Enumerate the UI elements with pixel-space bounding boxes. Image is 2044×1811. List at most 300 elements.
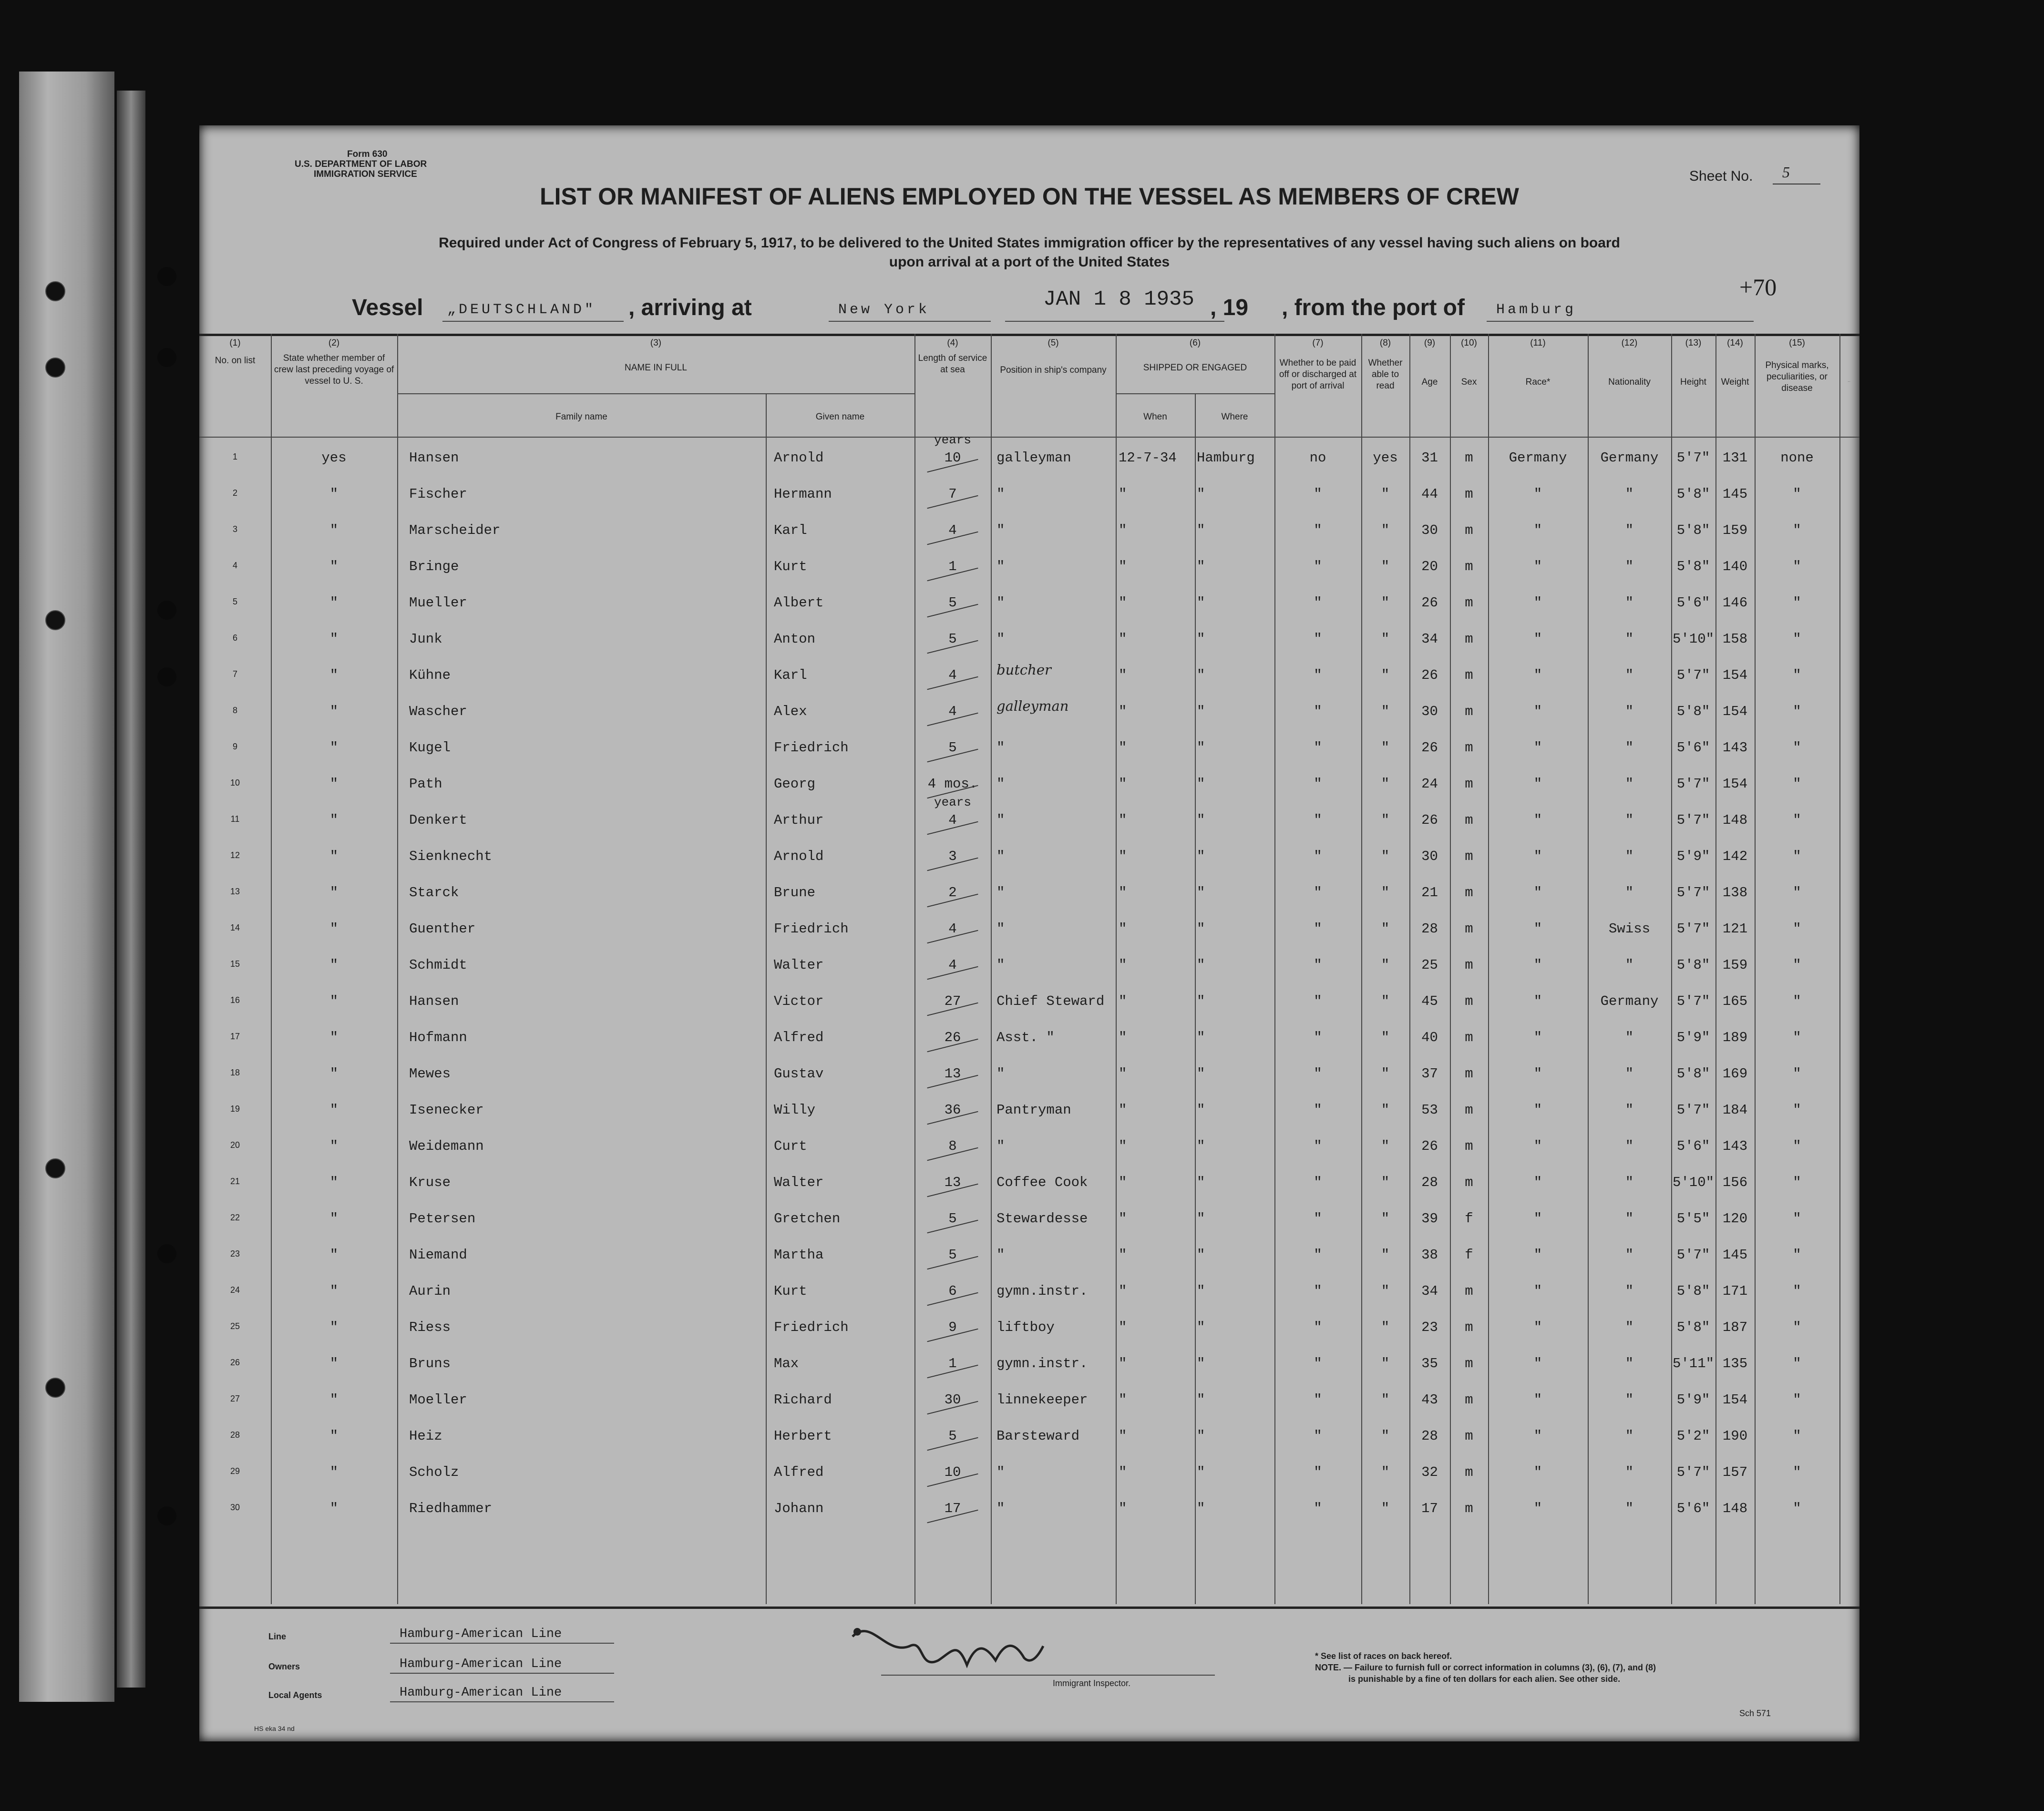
cell-family: Moeller	[409, 1392, 467, 1408]
cell-service: 9	[948, 1320, 957, 1335]
cell-family: Riedhammer	[409, 1501, 493, 1516]
cell-prev: "	[329, 957, 339, 973]
cell-nat: "	[1625, 1283, 1634, 1299]
cell-given: Walter	[774, 1175, 824, 1190]
cell-prev: "	[329, 1138, 339, 1154]
schedule-code: Sch 571	[1739, 1709, 1771, 1718]
cell-family: Fischer	[409, 486, 467, 502]
cell-marks: "	[1793, 1066, 1801, 1082]
page-stack-shadow	[117, 91, 145, 1688]
column-number-c11: (11)	[1530, 338, 1546, 348]
cell-no: 18	[230, 1068, 240, 1077]
cell-family: Hofmann	[409, 1030, 467, 1045]
cell-position: "	[996, 595, 1005, 611]
cell-service: 36	[944, 1102, 961, 1118]
cell-prev: "	[329, 631, 339, 647]
cell-weight: 121	[1722, 921, 1748, 937]
cell-given: Friedrich	[774, 921, 849, 937]
cell-sex: m	[1465, 1102, 1473, 1118]
cell-marks: "	[1793, 1102, 1801, 1118]
cell-read: "	[1381, 921, 1390, 937]
cell-family: Hansen	[409, 993, 459, 1009]
cell-race: "	[1533, 740, 1542, 756]
arriving-port: New York	[838, 302, 930, 318]
cell-when: "	[1119, 1138, 1127, 1154]
cell-nat: "	[1625, 957, 1634, 973]
cell-marks: "	[1793, 1392, 1801, 1408]
cell-given: Willy	[774, 1102, 816, 1118]
cell-family: Scholz	[409, 1464, 459, 1480]
column-number-c4: (4)	[947, 338, 958, 348]
cell-family: Kruse	[409, 1175, 451, 1190]
cell-sex: f	[1465, 1211, 1473, 1227]
cell-height: 5'6"	[1676, 1501, 1710, 1516]
cell-height: 5'8"	[1676, 559, 1710, 574]
cell-age: 39	[1421, 1211, 1438, 1227]
cell-where: "	[1197, 849, 1205, 864]
cell-read: "	[1381, 631, 1390, 647]
cell-age: 28	[1421, 1175, 1438, 1190]
cell-height: 5'6"	[1676, 740, 1710, 756]
cell-position: "	[996, 740, 1005, 756]
cell-weight: 154	[1722, 1392, 1748, 1408]
column-number-c6: (6)	[1189, 338, 1201, 348]
cell-paid: "	[1314, 1102, 1322, 1118]
cell-when: "	[1119, 1320, 1127, 1335]
cell-given: Gretchen	[774, 1211, 841, 1227]
cell-service: 10	[944, 1464, 961, 1480]
cell-paid: "	[1314, 885, 1322, 900]
cell-family: Bruns	[409, 1356, 451, 1371]
cell-nat: Germany	[1600, 993, 1659, 1009]
cell-read: yes	[1373, 450, 1398, 466]
cell-when: "	[1119, 595, 1127, 611]
agents-label: Local Agents	[268, 1690, 322, 1700]
punch-hole	[157, 667, 176, 686]
cell-paid: "	[1314, 1356, 1322, 1371]
cell-prev: "	[329, 1428, 339, 1444]
year-label: , 19	[1210, 295, 1249, 320]
cell-read: "	[1381, 522, 1390, 538]
cell-where: "	[1197, 957, 1205, 973]
cell-height: 5'6"	[1676, 1138, 1710, 1154]
cell-read: "	[1381, 740, 1390, 756]
cell-given: Martha	[774, 1247, 824, 1263]
cell-nat: "	[1625, 1030, 1634, 1045]
column-number-c9: (9)	[1424, 338, 1436, 348]
cell-read: "	[1381, 1066, 1390, 1082]
cell-no: 8	[232, 706, 237, 715]
cell-read: "	[1381, 812, 1390, 828]
cell-age: 21	[1421, 885, 1438, 900]
cell-age: 45	[1421, 993, 1438, 1009]
column-header-c8: Whether able to read	[1368, 358, 1403, 391]
cell-nat: "	[1625, 740, 1634, 756]
sheet-no-label: Sheet No.	[1689, 168, 1753, 184]
cell-paid: "	[1314, 849, 1322, 864]
from-port-label: , from the port of	[1282, 295, 1465, 320]
cell-given: Georg	[774, 776, 816, 792]
cell-marks: "	[1793, 1283, 1801, 1299]
cell-given: Walter	[774, 957, 824, 973]
binder-hole	[45, 358, 65, 378]
cell-position: Coffee Cook	[996, 1175, 1088, 1190]
cell-when: "	[1119, 704, 1127, 719]
cell-weight: 154	[1722, 776, 1748, 792]
cell-weight: 120	[1722, 1211, 1748, 1227]
cell-where: "	[1197, 1175, 1205, 1190]
cell-service: 5	[948, 595, 957, 611]
cell-where: "	[1197, 740, 1205, 756]
cell-marks: "	[1793, 921, 1801, 937]
cell-sex: m	[1465, 667, 1473, 683]
fine-note-1: NOTE. — Failure to furnish full or correct information in columns (3), (6), (7), and (8)	[1315, 1663, 1656, 1672]
cell-weight: 143	[1722, 1138, 1748, 1154]
cell-height: 5'7"	[1676, 812, 1710, 828]
cell-weight: 190	[1722, 1428, 1748, 1444]
cell-race: "	[1533, 1247, 1542, 1263]
cell-age: 26	[1421, 812, 1438, 828]
cell-age: 40	[1421, 1030, 1438, 1045]
cell-weight: 157	[1722, 1464, 1748, 1480]
column-header-c9: Age	[1421, 377, 1438, 387]
cell-read: "	[1381, 849, 1390, 864]
cell-race: "	[1533, 1211, 1542, 1227]
cell-where: "	[1197, 1501, 1205, 1516]
cell-nat: "	[1625, 631, 1634, 647]
cell-prev: "	[329, 740, 339, 756]
owners-label: Owners	[268, 1662, 300, 1671]
cell-no: 11	[230, 814, 240, 824]
binder-hole	[45, 610, 65, 630]
cell-nat: "	[1625, 849, 1634, 864]
cell-service: 7	[948, 486, 957, 502]
cell-given: Max	[774, 1356, 799, 1371]
cell-marks: "	[1793, 740, 1801, 756]
cell-height: 5'2"	[1676, 1428, 1710, 1444]
cell-position: "	[996, 559, 1005, 574]
cell-race: "	[1533, 522, 1542, 538]
cell-nat: "	[1625, 1066, 1634, 1082]
cell-service: 4 mos.	[927, 776, 978, 792]
cell-given: Alex	[774, 704, 807, 719]
cell-sex: m	[1465, 921, 1473, 937]
cell-prev: "	[329, 993, 339, 1009]
cell-age: 34	[1421, 631, 1438, 647]
cell-paid: "	[1314, 1211, 1322, 1227]
cell-position: "	[996, 849, 1005, 864]
punch-hole	[157, 348, 176, 367]
cell-when: "	[1119, 667, 1127, 683]
cell-where: "	[1197, 1392, 1205, 1408]
cell-age: 28	[1421, 921, 1438, 937]
cell-service: 27	[944, 993, 961, 1009]
cell-age: 32	[1421, 1464, 1438, 1480]
punch-hole	[157, 601, 176, 620]
cell-age: 43	[1421, 1392, 1438, 1408]
cell-paid: "	[1314, 1392, 1322, 1408]
cell-age: 25	[1421, 957, 1438, 973]
cell-marks: "	[1793, 1138, 1801, 1154]
cell-paid: "	[1314, 1464, 1322, 1480]
cell-when: "	[1119, 812, 1127, 828]
cell-sex: m	[1465, 957, 1473, 973]
cell-height: 5'7"	[1676, 921, 1710, 937]
punch-hole	[157, 1506, 176, 1525]
cell-given: Kurt	[774, 559, 807, 574]
service-name: IMMIGRATION SERVICE	[314, 169, 417, 179]
shipped-split-divider	[1195, 393, 1196, 1604]
cell-prev: "	[329, 667, 339, 683]
cell-no: 26	[230, 1358, 240, 1367]
cell-no: 27	[230, 1394, 240, 1403]
cell-service: 26	[944, 1030, 961, 1045]
cell-where: "	[1197, 921, 1205, 937]
cell-given: Victor	[774, 993, 824, 1009]
cell-prev: yes	[321, 450, 347, 466]
cell-service: 5	[948, 1428, 957, 1444]
cell-given: Karl	[774, 522, 807, 538]
cell-when: "	[1119, 1428, 1127, 1444]
column-header-c1: No. on list	[215, 356, 256, 366]
cell-where: "	[1197, 1066, 1205, 1082]
cell-when: "	[1119, 1356, 1127, 1371]
cell-age: 30	[1421, 522, 1438, 538]
owners-underline	[390, 1673, 614, 1674]
cell-nat: "	[1625, 1102, 1634, 1118]
cell-where: "	[1197, 1464, 1205, 1480]
cell-prev: "	[329, 1392, 339, 1408]
cell-sex: m	[1465, 740, 1473, 756]
cell-prev: "	[329, 595, 339, 611]
cell-given: Alfred	[774, 1464, 824, 1480]
column-number-c15: (15)	[1789, 338, 1805, 348]
page-stack-edge	[19, 72, 114, 1702]
column-header-c12: Nationality	[1608, 377, 1651, 387]
cell-height: 5'7"	[1676, 993, 1710, 1009]
cell-marks: "	[1793, 667, 1801, 683]
cell-height: 5'8"	[1676, 1066, 1710, 1082]
cell-position: liftboy	[996, 1320, 1055, 1335]
cell-no: 21	[230, 1177, 240, 1186]
cell-age: 17	[1421, 1501, 1438, 1516]
cell-age: 38	[1421, 1247, 1438, 1263]
cell-service: 3	[948, 849, 957, 864]
cell-service: 4	[948, 957, 957, 973]
cell-nat: "	[1625, 595, 1634, 611]
column-header-c4: Length of service at sea	[918, 353, 987, 375]
cell-paid: "	[1314, 1138, 1322, 1154]
cell-weight: 131	[1722, 450, 1748, 466]
cell-height: 5'8"	[1676, 522, 1710, 538]
cell-family: Hansen	[409, 450, 459, 466]
cell-no: 23	[230, 1249, 240, 1258]
cell-position: Chief Steward	[996, 993, 1105, 1009]
cell-when: "	[1119, 1102, 1127, 1118]
cell-nat: "	[1625, 1211, 1634, 1227]
cell-race: "	[1533, 1102, 1542, 1118]
sheet-no-value: 5	[1782, 164, 1790, 181]
cell-read: "	[1381, 1501, 1390, 1516]
cell-when: "	[1119, 957, 1127, 973]
cell-when: "	[1119, 486, 1127, 502]
cell-family: Isenecker	[409, 1102, 484, 1118]
cell-when: "	[1119, 740, 1127, 756]
cell-race: "	[1533, 559, 1542, 574]
cell-prev: "	[329, 1066, 339, 1082]
cell-height: 5'7"	[1676, 450, 1710, 466]
cell-height: 5'7"	[1676, 1102, 1710, 1118]
cell-nat: "	[1625, 1356, 1634, 1371]
column-header-c5: Position in ship's company	[1000, 365, 1107, 375]
cell-prev: "	[329, 849, 339, 864]
cell-family: Mewes	[409, 1066, 451, 1082]
cell-weight: 145	[1722, 486, 1748, 502]
cell-family: Weidemann	[409, 1138, 484, 1154]
cell-age: 30	[1421, 849, 1438, 864]
cell-family: Wascher	[409, 704, 467, 719]
cell-read: "	[1381, 993, 1390, 1009]
cell-no: 1	[232, 452, 237, 461]
cell-no: 29	[230, 1466, 240, 1476]
cell-position: "	[996, 486, 1005, 502]
cell-weight: 189	[1722, 1030, 1748, 1045]
cell-weight: 159	[1722, 522, 1748, 538]
cell-race: Germany	[1509, 450, 1567, 466]
cell-read: "	[1381, 1464, 1390, 1480]
cell-weight: 148	[1722, 812, 1748, 828]
cell-read: "	[1381, 885, 1390, 900]
cell-height: 5'8"	[1676, 1320, 1710, 1335]
cell-no: 2	[232, 488, 237, 498]
cell-position: gymn.instr.	[996, 1356, 1088, 1371]
cell-marks: "	[1793, 885, 1801, 900]
cell-position: "	[996, 522, 1005, 538]
cell-weight: 146	[1722, 595, 1748, 611]
agents-underline	[390, 1701, 614, 1702]
cell-sex: m	[1465, 704, 1473, 719]
cell-where: "	[1197, 631, 1205, 647]
date-stamp: JAN 1 8 1935	[1043, 287, 1194, 311]
name-split-divider	[766, 393, 767, 1604]
line-value: Hamburg-American Line	[400, 1627, 562, 1641]
cell-paid: "	[1314, 957, 1322, 973]
cell-read: "	[1381, 1211, 1390, 1227]
cell-nat: "	[1625, 1464, 1634, 1480]
cell-position: galleyman	[996, 698, 1069, 714]
cell-family: Riess	[409, 1320, 451, 1335]
cell-read: "	[1381, 1102, 1390, 1118]
date-underline	[1005, 321, 1224, 322]
column-number-c12: (12)	[1621, 338, 1638, 348]
cell-when: "	[1119, 1247, 1127, 1263]
binder-hole	[45, 281, 65, 301]
cell-nat: "	[1625, 1392, 1634, 1408]
cell-where: "	[1197, 595, 1205, 611]
column-number-c7: (7)	[1312, 338, 1324, 348]
cell-given: Friedrich	[774, 1320, 849, 1335]
cell-when: "	[1119, 1392, 1127, 1408]
cell-paid: "	[1314, 921, 1322, 937]
cell-height: 5'7"	[1676, 885, 1710, 900]
cell-service: 8	[948, 1138, 957, 1154]
cell-marks: "	[1793, 1501, 1801, 1516]
cell-where: "	[1197, 1428, 1205, 1444]
cell-service: 1	[948, 1356, 957, 1371]
column-header-c15: Physical marks, peculiarities, or disease	[1765, 360, 1829, 393]
cell-given: Curt	[774, 1138, 807, 1154]
cell-position: "	[996, 921, 1005, 937]
cell-read: "	[1381, 1428, 1390, 1444]
cell-paid: "	[1314, 776, 1322, 792]
cell-family: Denkert	[409, 812, 467, 828]
cell-age: 44	[1421, 486, 1438, 502]
cell-weight: 148	[1722, 1501, 1748, 1516]
cell-where: "	[1197, 1030, 1205, 1045]
cell-paid: "	[1314, 704, 1322, 719]
cell-family: Mueller	[409, 595, 467, 611]
cell-age: 26	[1421, 740, 1438, 756]
cell-no: 4	[232, 561, 237, 570]
cell-service: 13	[944, 1066, 961, 1082]
cell-sex: m	[1465, 1464, 1473, 1480]
cell-race: "	[1533, 1501, 1542, 1516]
cell-service: 13	[944, 1175, 961, 1190]
cell-given: Johann	[774, 1501, 824, 1516]
cell-no: 24	[230, 1285, 240, 1295]
cell-race: "	[1533, 885, 1542, 900]
cell-family: Junk	[409, 631, 442, 647]
cell-age: 24	[1421, 776, 1438, 792]
column-divider	[397, 334, 398, 1604]
cell-marks: "	[1793, 1247, 1801, 1263]
cell-weight: 171	[1722, 1283, 1748, 1299]
cell-read: "	[1381, 1320, 1390, 1335]
cell-paid: "	[1314, 522, 1322, 538]
subheader-given-name: Given name	[815, 412, 865, 422]
cell-paid: "	[1314, 595, 1322, 611]
cell-weight: 154	[1722, 704, 1748, 719]
cell-where: "	[1197, 1138, 1205, 1154]
cell-race: "	[1533, 1392, 1542, 1408]
column-header-c13: Height	[1680, 377, 1706, 387]
cell-no: 3	[232, 524, 237, 534]
cell-weight: 159	[1722, 957, 1748, 973]
subtitle-line-2: upon arrival at a port of the United States	[889, 254, 1170, 270]
cell-service: 4	[948, 812, 957, 828]
cell-where: Hamburg	[1197, 450, 1255, 466]
cell-prev: "	[329, 704, 339, 719]
cell-position: Pantryman	[996, 1102, 1071, 1118]
from-port-underline	[1487, 321, 1754, 322]
cell-when: "	[1119, 776, 1127, 792]
cell-when: "	[1119, 559, 1127, 574]
cell-family: Marscheider	[409, 522, 501, 538]
cell-read: "	[1381, 776, 1390, 792]
cell-weight: 145	[1722, 1247, 1748, 1263]
cell-given: Friedrich	[774, 740, 849, 756]
agents-value: Hamburg-American Line	[400, 1686, 562, 1700]
cell-prev: "	[329, 1102, 339, 1118]
cell-height: 5'10"	[1672, 631, 1714, 647]
cell-when: "	[1119, 1501, 1127, 1516]
column-header-c3: NAME IN FULL	[625, 363, 687, 373]
cell-sex: m	[1465, 776, 1473, 792]
column-header-c7: Whether to be paid off or discharged at port of arrival	[1279, 358, 1357, 391]
cell-service: 4	[948, 667, 957, 683]
cell-no: 5	[232, 597, 237, 606]
cell-nat: "	[1625, 486, 1634, 502]
